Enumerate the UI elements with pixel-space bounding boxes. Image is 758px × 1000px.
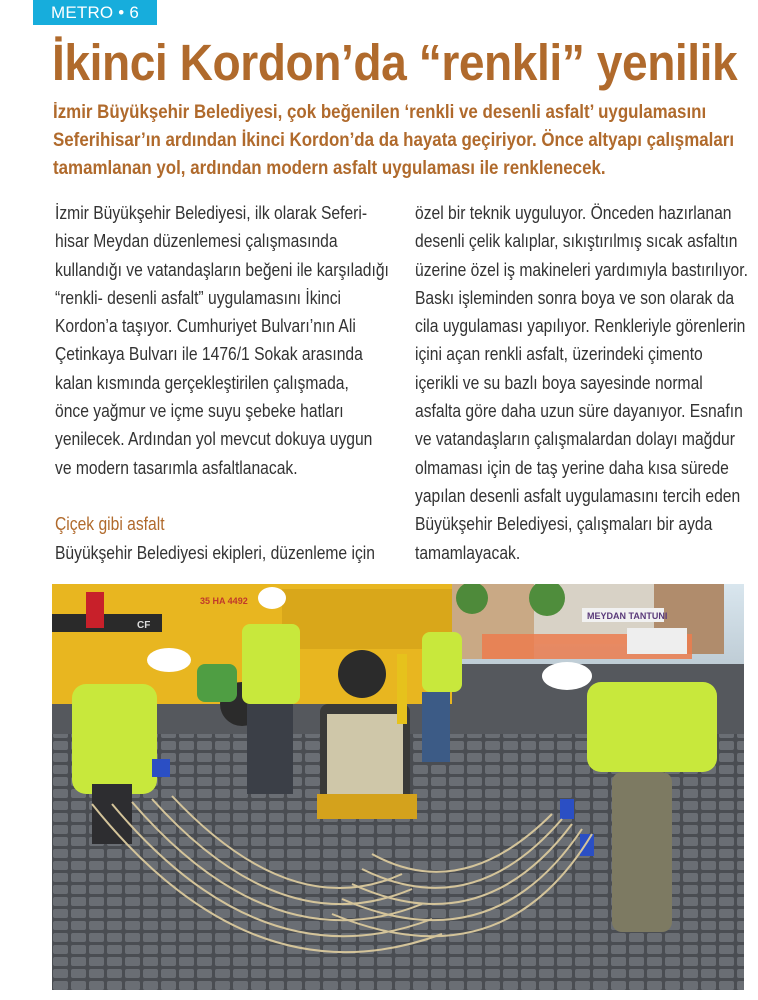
body-line: Büyükşehir Belediyesi, çalışmaları bir ayda <box>415 514 713 535</box>
turkish-flag <box>86 592 104 628</box>
article-headline: İkinci Kordon’da “renkli” yenilik <box>52 34 738 91</box>
watering-can <box>197 664 237 702</box>
paragraph-gap <box>55 482 389 510</box>
body-line: İzmir Büyükşehir Belediyesi, ilk olarak Seferi- <box>55 203 368 223</box>
body-line: hisar Meydan düzenlemesi çalışmasında <box>55 231 338 252</box>
shop-sign-text: MEYDAN TANTUNI <box>587 611 668 621</box>
body-line: yapılan desenli asfalt uygulamasını tercih eden <box>415 485 741 506</box>
article-lead <box>53 99 735 183</box>
pickup-truck <box>627 628 687 654</box>
body-line: Kordon’a taşıyor. Cumhuriyet Bulvarı’nın Ali <box>55 316 356 337</box>
body-line: ve modern tasarımla asfaltlanacak. <box>55 457 298 478</box>
body-line: üzerine özel iş makineleri yardımıyla bastırılıyor. <box>415 259 748 280</box>
body-line: önce yağmur ve içme suyu şebeke hatları <box>55 401 344 422</box>
lead-line: tamamlanan yol, ardından modern asfalt uygulaması ile renklenecek. <box>53 158 606 179</box>
subheading: Çiçek gibi asfalt <box>55 514 165 535</box>
body-line: desenli çelik kalıplar, sıkıştırılmış sıcak asfaltın <box>415 231 738 252</box>
body-line: ve vatandaşların çalışmalardan dolayı mağdur <box>415 429 735 450</box>
body-line: kalan kısmında gerçekleştirilen çalışmada, <box>55 372 349 393</box>
truck-brand: CF <box>137 620 151 631</box>
body-line: cila uygulaması yapılıyor. Renkleriyle görenlerin <box>415 316 746 337</box>
body-line: özel bir teknik uyguluyor. Önceden hazırlanan <box>415 203 732 223</box>
body-column-left <box>55 199 389 567</box>
truck-plate: 35 HA 4492 <box>200 596 248 606</box>
article-photo <box>52 584 744 990</box>
lead-line: Seferihisar’ın ardından İkinci Kordon’da da hayata geçiriyor. Önce altyapı çalışmaları <box>53 130 735 151</box>
photo-illustration <box>52 584 744 990</box>
section-tag: METRO • 6 <box>33 0 157 25</box>
body-line: içerikli ve su bazlı boya sayesinde normal <box>415 372 703 393</box>
body-line: olmaması için de taş yerine daha kısa sürede <box>415 457 729 478</box>
truck-wheel <box>338 650 386 698</box>
lead-line: İzmir Büyükşehir Belediyesi, çok beğenilen ‘renkli ve desenli asfalt’ uygulamasını <box>53 102 707 123</box>
body-column-right <box>415 199 748 567</box>
body-line: Büyükşehir Belediyesi ekipleri, düzenleme için <box>55 542 375 563</box>
body-line: asfalta göre daha uzun süre dayanıyor. Esnafın <box>415 401 743 422</box>
body-line: “renkli- desenli asfalt” uygulamasını İkinci <box>55 287 342 308</box>
body-line: Baskı işleminden sonra boya ve son olarak da <box>415 287 735 308</box>
body-line: Çetinkaya Bulvarı ile 1476/1 Sokak arasında <box>55 344 363 365</box>
body-line: yenilecek. Ardından yol mevcut dokuya uygun <box>55 429 373 450</box>
body-line: kullandığı ve vatandaşların beğeni ile karşıladığı <box>55 259 389 280</box>
body-line: içini açan renkli asfalt, üzerindeki çimento <box>415 344 703 365</box>
body-line: tamamlayacak. <box>415 542 521 563</box>
